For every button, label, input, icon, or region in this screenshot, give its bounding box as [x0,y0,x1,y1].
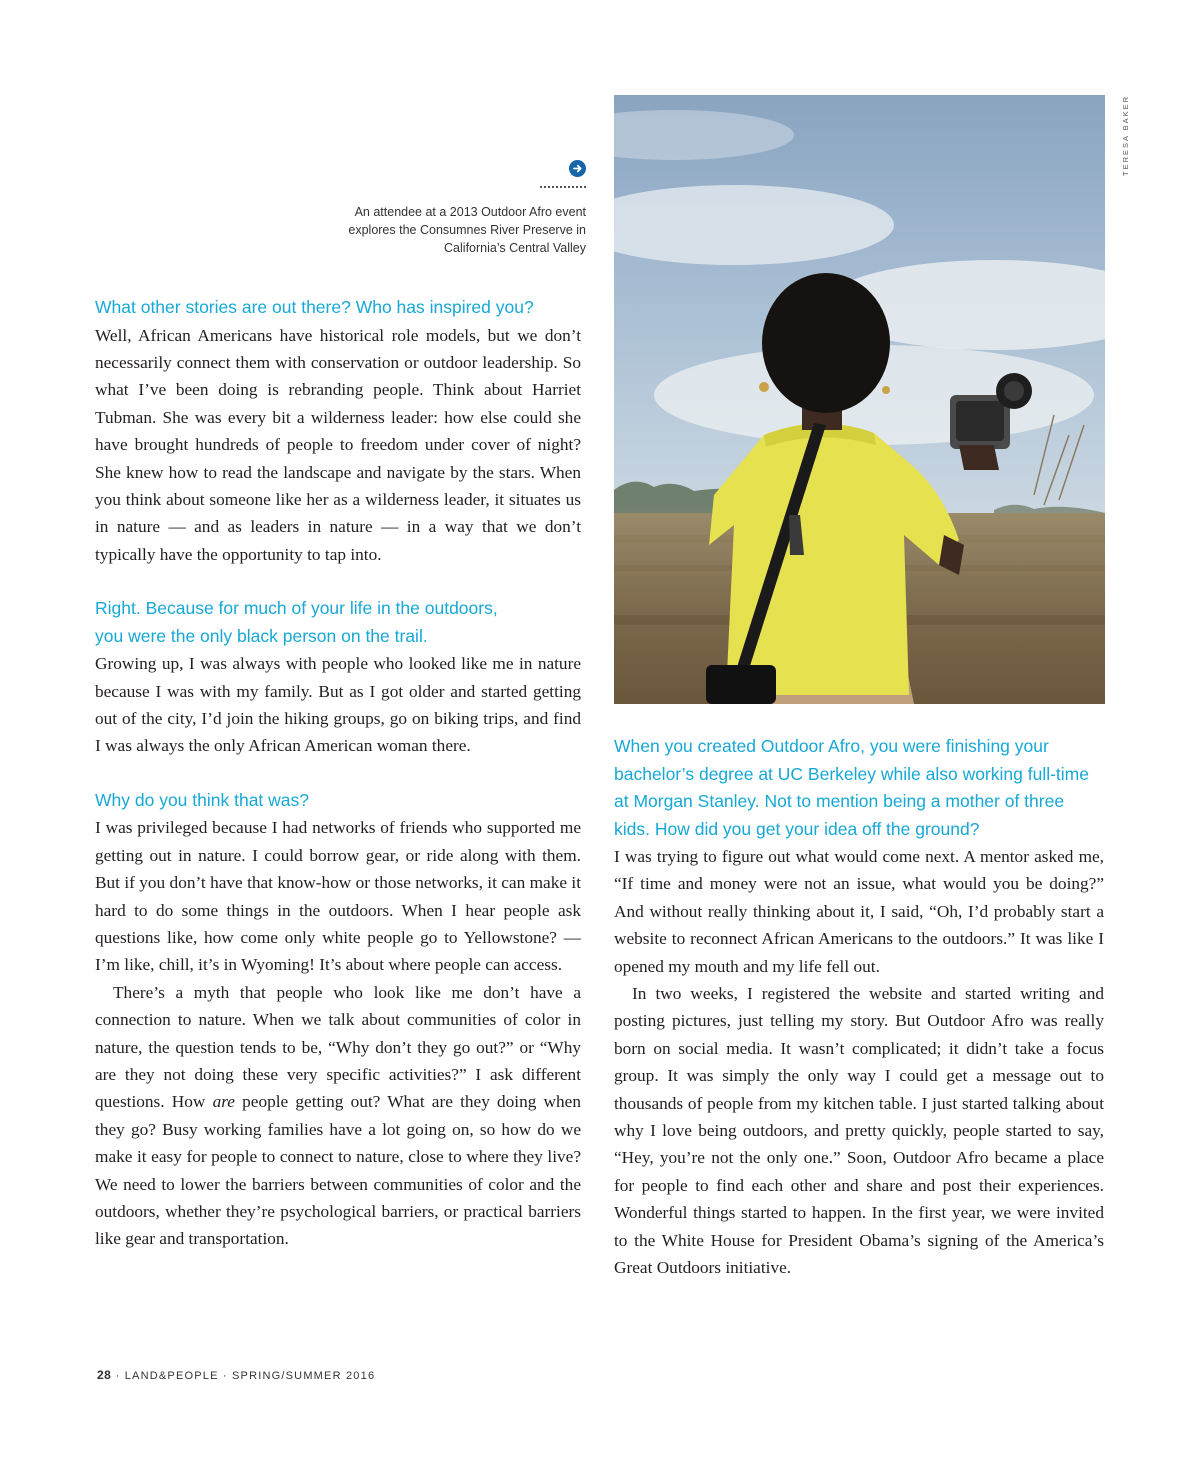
photo-credit: TERESA BAKER [1121,95,1130,177]
interview-answer: I was privileged because I had networks of friends who supported me getting out in nature. I could borrow gear, or ride along with them. But if you don’t have that know-how or those networks, it can make it hard to do some things in the outdoors. When I hear people ask questions like, how come only white people go to Yellowstone? — I’m like, chill, it’s in Wyoming! It’s about where people can access. [95,818,581,975]
interview-question: Right. Because for much of your life in the outdoors, you were the only black person on the trail. [95,598,498,646]
page-footer [97,1368,375,1382]
emphasis-text: are [212,1092,235,1112]
interview-question: When you created Outdoor Afro, you were finishing your bachelor’s degree at UC Berkeley while also working full-time at Morgan Stanley. Not to mention being a mother of three kids. How did you get your idea off the ground? [614,736,1089,839]
interview-question: Why do you think that was? [95,789,309,810]
interview-answer: I was trying to figure out what would come next. A mentor asked me, “If time and money were not an issue, what would you be doing?” And without really thinking about it, I said, “Oh, I’d probably start a website to reconnect African Americans to the outdoors.” It was like I opened my mouth and my life fell out. [614,847,1104,976]
dotted-divider [540,186,586,188]
interview-answer: Well, African Americans have historical role models, but we don’t necessarily connect them with conservation or outdoor leadership. So what I’ve been doing is rebranding people. Think about Harriet Tubman. She was every bit a wilderness leader: how else could she have brought hundreds of people to freedom under cover of night? She knew how to read the landscape and navigate by the stars. When you think about someone like her as a wilderness leader, it situates us in nature — and as leaders in nature — in a way that we don’t typically have the opportunity to tap into. [95,325,581,564]
article-photo [614,95,1105,704]
page-number: 28 [97,1368,112,1382]
interview-answer: In two weeks, I registered the website and started writing and posting pictures, just telling my story. But Outdoor Afro was really born on social media. It wasn’t complicated; it didn’t take a focus group. It was simply the only way I could get a message out to thousands of people from my kitchen table. I just started talking about why I love being outdoors, and pretty quickly, people started to say, “Hey, you’re not the only one.” Soon, Outdoor Afro became a place for people to find each other and share and post their experiences. Wonderful things started to happen. In the first year, we were invited to the White House for President Obama’s signing of the America’s Great Outdoors initiative. [614,984,1104,1278]
photo-caption: An attendee at a 2013 Outdoor Afro event explores the Consumnes River Preserve in California’s Central Valley [348,205,586,255]
interview-question: What other stories are out there? Who has inspired you? [95,297,534,317]
footer-publication: · LAND&PEOPLE · SPRING/SUMMER 2016 [111,1370,376,1382]
interview-answer: Growing up, I was always with people who looked like me in nature because I was with my family. But as I got older and started getting out of the city, I’d join the hiking groups, go on biking trips, and find I was always the only African American woman there. [95,654,581,756]
article-column-right [614,733,1104,1282]
arrow-right-circle-icon [569,160,586,177]
article-column-left [95,294,581,1253]
interview-answer: There’s a myth that people who look like me don’t have a connection to nature. When we talk about communities of color in nature, the question tends to be, “Why don’t they go out?” or “Why are they not doing these very specific activities?” I ask different questions. How are people getting out? What are they doing when they go? Busy working families have a lot going on, so how do we make it easy for people to connect to nature, close to where they live? We need to lower the barriers between communities of color and the outdoors, whether they’re psychological barriers, or practical barriers like gear and transportation. [95,982,581,1249]
